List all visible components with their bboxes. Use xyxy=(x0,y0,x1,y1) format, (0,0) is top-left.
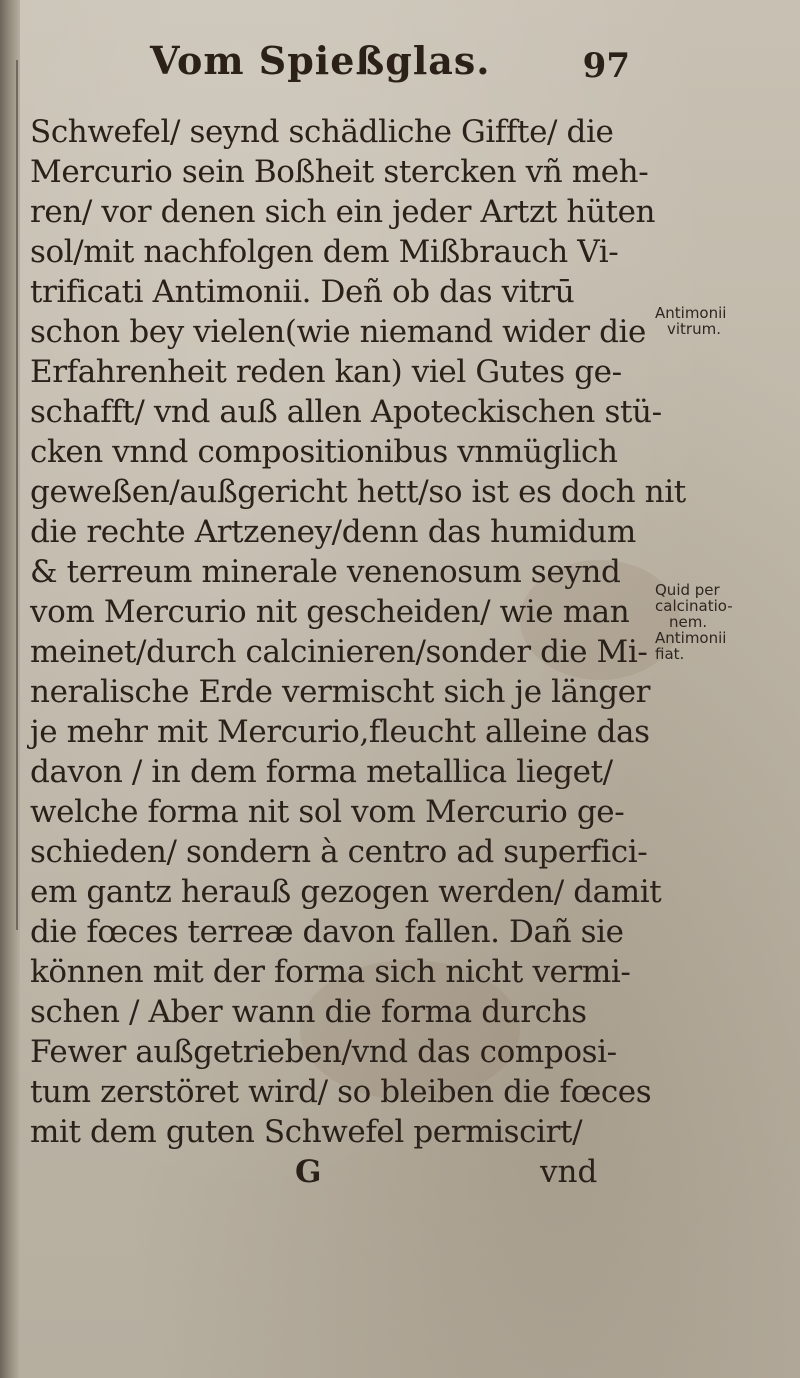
text-line: schon bey vielen(wie niemand wider die xyxy=(30,314,647,350)
signature-line xyxy=(30,1152,610,1192)
marginal-note-line: fiat. xyxy=(655,645,685,663)
text-line: Schwefel/ seynd schädliche Giffte/ die xyxy=(30,114,614,150)
marginal-note-antimonii-vitrum xyxy=(655,305,726,337)
gutter-rule xyxy=(16,60,18,930)
text-line: ren/ vor denen sich ein jeder Artzt hüten xyxy=(30,194,656,230)
text-line: vom Mercurio nit gescheiden/ wie man xyxy=(30,594,630,630)
marginal-note-line: calcinatio- xyxy=(655,597,733,615)
text-line: mit dem guten Schwefel permiscirt/ xyxy=(30,1114,583,1150)
text-line: Fewer außgetrieben/vnd das composi- xyxy=(30,1034,617,1070)
text-line: die rechte Artzeney/denn das humidum xyxy=(30,514,636,550)
running-title: Vom Spießglas. xyxy=(150,38,491,83)
marginal-note-quid-per-calcinationem xyxy=(655,582,733,662)
text-line: welche forma nit sol vom Mercurio ge- xyxy=(30,794,625,830)
text-line: Erfahrenheit reden kan) viel Gutes ge- xyxy=(30,354,622,390)
text-line: die fœces terreæ davon fallen. Dañ sie xyxy=(30,914,624,950)
text-line: können mit der forma sich nicht vermi- xyxy=(30,954,631,990)
signature-mark: G xyxy=(295,1154,322,1190)
marginal-note-line: vitrum. xyxy=(667,320,721,338)
text-line: sol/mit nachfolgen dem Mißbrauch Vi- xyxy=(30,234,619,270)
text-line: je mehr mit Mercurio,fleucht alleine das xyxy=(30,714,650,750)
text-line: Mercurio sein Boßheit stercken vñ meh- xyxy=(30,154,649,190)
catchword: vnd xyxy=(540,1154,598,1190)
text-line: schieden/ sondern à centro ad superfici- xyxy=(30,834,648,870)
marginal-note-line: Antimonii xyxy=(655,304,727,322)
text-line: schafft/ vnd auß allen Apoteckischen stü- xyxy=(30,394,662,430)
marginal-note-line: Antimonii xyxy=(655,629,727,647)
text-line: & terreum minerale venenosum seynd xyxy=(30,554,621,590)
marginal-note-line: Quid per xyxy=(655,581,720,599)
page-number: 97 xyxy=(582,46,630,86)
text-line: trificati Antimonii. Deñ ob das vitrū xyxy=(30,274,575,310)
text-line: meinet/durch calcinieren/sonder die Mi- xyxy=(30,634,648,670)
page-header xyxy=(150,38,630,98)
text-line: em gantz herauß gezogen werden/ damit xyxy=(30,874,662,910)
text-line: cken vnnd compositionibus vnmüglich xyxy=(30,434,618,470)
marginal-note-line: nem. xyxy=(669,613,708,631)
text-line: tum zerstöret wird/ so bleiben die fœces xyxy=(30,1074,652,1110)
text-line: schen / Aber wann die forma durchs xyxy=(30,994,587,1030)
text-line: neralische Erde vermischt sich je länger xyxy=(30,674,651,710)
text-line: geweßen/außgericht hett/so ist es doch nit xyxy=(30,474,686,510)
text-line: davon / in dem forma metallica lieget/ xyxy=(30,754,613,790)
